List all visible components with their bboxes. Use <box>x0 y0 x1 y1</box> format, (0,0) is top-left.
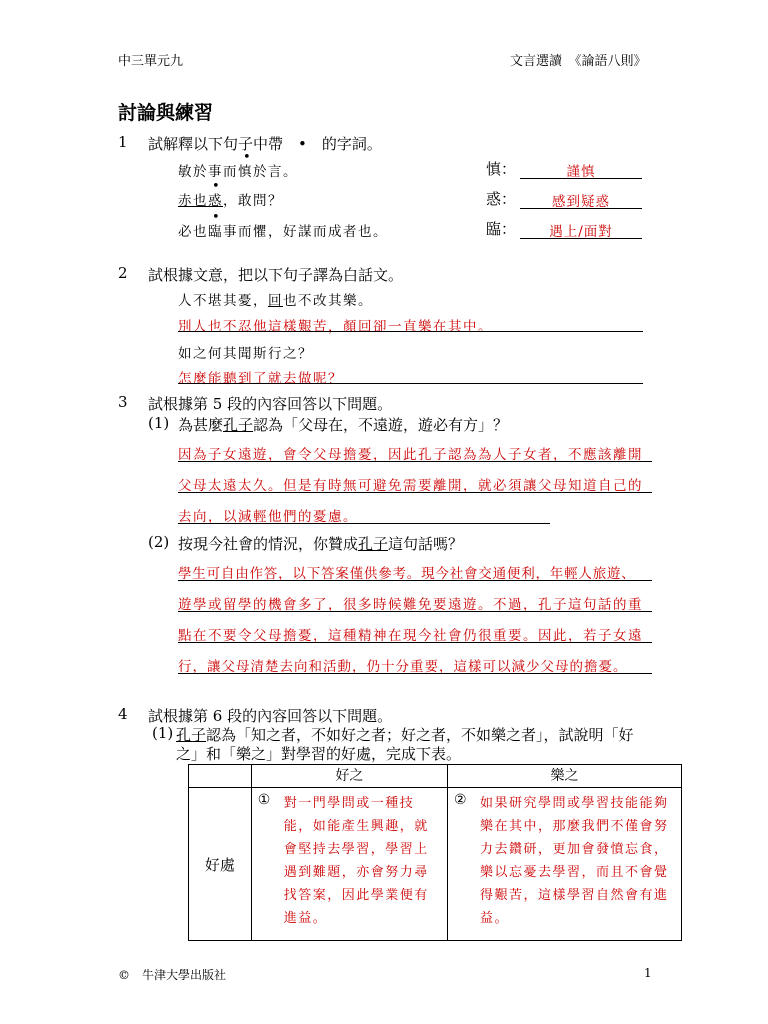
q2-prompt: 試根據文意，把以下句子譯為白話文。 <box>148 266 404 284</box>
q2-s1-part-b: 也不改其樂。 <box>283 293 373 309</box>
q3-sub2-answer-line-1: 學生可自由作答，以下答案僅供參考。現今社會交通便利，年輕人旅遊、 <box>178 566 636 582</box>
q3-sub1-name: 孔子 <box>223 416 254 434</box>
q3-sub1-part-b: 認為「父母在，不遠遊，遊必有方」？ <box>253 416 509 434</box>
q3-sub2-name: 孔子 <box>358 535 389 553</box>
answer-line <box>178 523 550 524</box>
table-row-head: 好處 <box>189 788 252 941</box>
q2-sentence-1 <box>178 289 373 309</box>
page-number: 1 <box>644 966 652 980</box>
q1-sentence-2-name: 赤也惑 <box>178 193 223 209</box>
q3-sub1-question <box>178 414 508 435</box>
q2-number: 2 <box>118 264 128 282</box>
q1-sentence-3: 必也臨事而懼，好謀而成者也。 <box>178 224 388 240</box>
answer-line <box>178 492 652 493</box>
answer-line <box>178 642 652 643</box>
q3-sub1-answer-line-1: 因為子女遠遊，會令父母擔憂，因此孔子認為為人子女者，不應該離開 <box>178 447 643 463</box>
table-header-row <box>189 765 682 788</box>
q3-sub1-answer-line-2: 父母太遠太久。但是有時無可避免需要離開，就必須讓父母知道自己的 <box>178 478 643 494</box>
q1-word-3: 臨： <box>486 220 517 238</box>
circled-number-1: ① <box>257 792 271 808</box>
answer-line <box>520 238 642 239</box>
page-title: 討論與練習 <box>118 102 214 124</box>
table-cell-col2 <box>447 788 681 941</box>
header-right: 文言選讀 《論語八則》 <box>510 54 647 69</box>
q1-sentence-2 <box>178 189 283 209</box>
emphasis-dot: • <box>212 179 220 194</box>
answer-line <box>178 611 652 612</box>
answer-line <box>178 331 643 332</box>
answer-line <box>178 580 652 581</box>
q4-prompt: 試根據第 6 段的內容回答以下問題。 <box>148 707 393 725</box>
q4-number: 4 <box>118 705 128 723</box>
q3-sub1-answer-line-3: 去向，以減輕他們的憂慮。 <box>178 509 358 525</box>
table-header-col2: 樂之 <box>447 765 681 788</box>
q4-sub1-number: (1) <box>152 724 174 742</box>
q3-sub2-part-a: 按現今社會的情況，你贊成 <box>178 535 359 553</box>
q1-answer-3: 遇上/面對 <box>549 224 613 240</box>
answer-line <box>178 383 643 384</box>
q2-sentence-2: 如之何其聞斯行之？ <box>178 346 313 362</box>
q2-s1-name: 回 <box>268 293 283 309</box>
q1-sentence-1: 敏於事而慎於言。 <box>178 164 298 180</box>
table-row <box>189 788 682 941</box>
q4-sub1-line-2: 之」和「樂之」對學習的好處，完成下表。 <box>176 745 462 763</box>
answer-line <box>520 178 642 179</box>
q1-prompt: 試解釋以下句子中帶 • 的字詞。 <box>148 135 382 153</box>
q3-sub2-number: (2) <box>148 533 170 551</box>
q1-sentence-2-rest: ，敢問？ <box>223 193 283 209</box>
answer-line <box>178 673 652 674</box>
answer-line <box>178 461 652 462</box>
table-cell-col1 <box>251 788 447 941</box>
q4-sub1-line-1 <box>176 724 634 745</box>
circled-number-2: ② <box>453 792 467 808</box>
q3-sub2-answer-line-3: 點在不要令父母擔憂，這種精神在現今社會仍很重要。因此，若子女遠 <box>178 628 643 644</box>
table-corner-cell <box>189 765 252 788</box>
emphasis-dot: • <box>212 210 220 225</box>
q2-s1-part-a: 人不堪其憂， <box>178 293 268 309</box>
table-cell-col2-text: 如果研究學問或學習技能能夠樂在其中，那麼我們不僅會努力去鑽研，更加會發憤忘食，樂以忘憂去學習，而且不會覺得艱苦，這樣學習自然會有進益。 <box>479 796 669 926</box>
q4-sub1-name: 孔子 <box>176 726 207 744</box>
q2-answer-2: 怎麼能聽到了就去做呢？ <box>178 371 343 387</box>
footer-copyright: © 牛津大學出版社 <box>118 968 227 982</box>
emphasis-dot: • <box>243 150 251 165</box>
q1-answer-1: 謹慎 <box>566 164 596 180</box>
q2-answer-1: 別人也不忍他這樣艱苦，顏回卻一直樂在其中。 <box>178 319 493 335</box>
comparison-table <box>188 764 682 941</box>
table-cell-col1-text: 對一門學問或一種技能，如能產生興趣，就會堅持去學習，學習上遇到難題，亦會努力尋找答案，因此學業便有進益。 <box>283 796 429 926</box>
q1-number: 1 <box>118 133 128 151</box>
q1-word-2: 惑： <box>486 190 517 208</box>
q3-sub2-answer-line-2: 遊學或留學的機會多了，很多時候難免要遠遊。不過，孔子這句話的重 <box>178 597 643 613</box>
q3-sub2-part-b: 這句話嗎？ <box>388 535 464 553</box>
answer-line <box>520 208 642 209</box>
table-header-col1: 好之 <box>251 765 447 788</box>
header-left: 中三單元九 <box>118 54 184 69</box>
q3-sub2-answer-line-4: 行，讓父母清楚去向和活動，仍十分重要，這樣可以減少父母的擔憂。 <box>178 659 628 675</box>
q3-prompt: 試根據第 5 段的內容回答以下問題。 <box>148 395 393 413</box>
q3-sub1-number: (1) <box>148 414 170 432</box>
q3-sub1-part-a: 為甚麼 <box>178 416 224 434</box>
q1-answer-2: 感到疑惑 <box>552 194 610 210</box>
q3-sub2-question <box>178 533 463 554</box>
q4-sub1-text: 認為「知之者，不如好之者；好之者，不如樂之者」，試說明「好 <box>206 726 634 744</box>
q1-word-1: 慎： <box>486 160 517 178</box>
q3-number: 3 <box>118 393 128 411</box>
